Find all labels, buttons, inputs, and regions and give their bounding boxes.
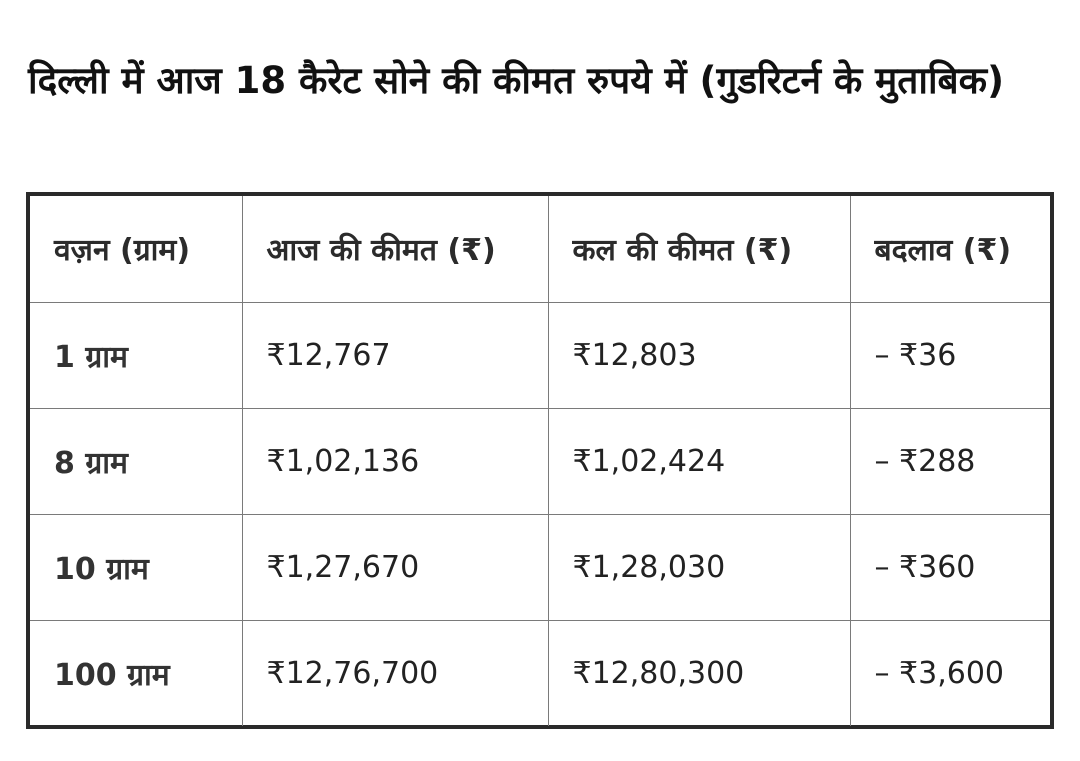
table-row [30, 514, 1050, 620]
header-yesterday-price: कल की कीमत (₹) [548, 196, 850, 302]
change-cell: – ₹3,600 [850, 620, 1050, 726]
header-change: बदलाव (₹) [850, 196, 1050, 302]
weight-cell: 8 ग्राम [30, 408, 242, 514]
yesterday-price-cell: ₹12,80,300 [548, 620, 850, 726]
change-cell: – ₹36 [850, 302, 1050, 408]
header-today-price: आज की कीमत (₹) [242, 196, 548, 302]
change-cell: – ₹360 [850, 514, 1050, 620]
today-price-cell: ₹1,02,136 [242, 408, 548, 514]
table-row [30, 302, 1050, 408]
change-cell: – ₹288 [850, 408, 1050, 514]
gold-price-table [30, 196, 1050, 726]
weight-cell: 10 ग्राम [30, 514, 242, 620]
yesterday-price-cell: ₹12,803 [548, 302, 850, 408]
weight-cell: 100 ग्राम [30, 620, 242, 726]
header-weight: वज़न (ग्राम) [30, 196, 242, 302]
table-row [30, 620, 1050, 726]
weight-cell: 1 ग्राम [30, 302, 242, 408]
today-price-cell: ₹12,76,700 [242, 620, 548, 726]
today-price-cell: ₹1,27,670 [242, 514, 548, 620]
yesterday-price-cell: ₹1,28,030 [548, 514, 850, 620]
today-price-cell: ₹12,767 [242, 302, 548, 408]
table-row [30, 408, 1050, 514]
table-header-row [30, 196, 1050, 302]
yesterday-price-cell: ₹1,02,424 [548, 408, 850, 514]
price-table-container [26, 192, 1054, 729]
page-title: दिल्ली में आज 18 कैरेट सोने की कीमत रुपये में (गुडरिटर्न के मुताबिक) [28, 59, 1004, 102]
